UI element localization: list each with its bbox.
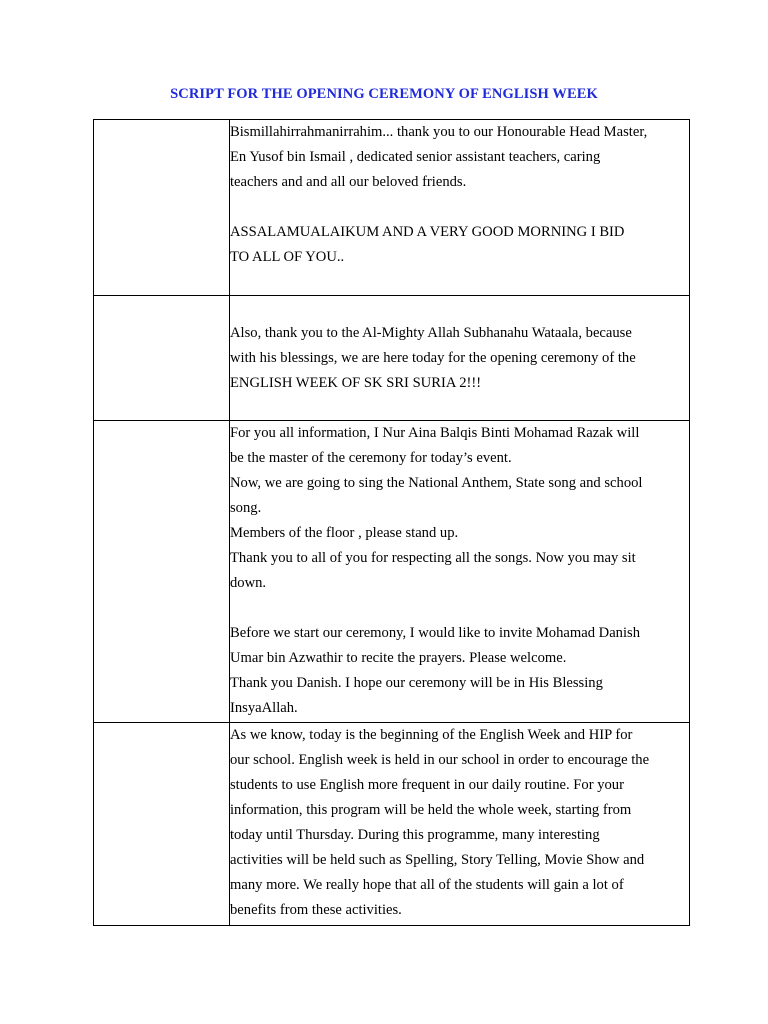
script-table xyxy=(93,119,690,926)
page-title: SCRIPT FOR THE OPENING CEREMONY OF ENGLISH WEEK xyxy=(170,86,598,102)
script-line: Bismillahirrahmanirrahim... thank you to our Honourable Head Master, xyxy=(230,124,648,140)
script-line: ENGLISH WEEK OF SK SRI SURIA 2!!! xyxy=(230,375,482,391)
script-text-cell xyxy=(230,723,690,926)
script-text-cell xyxy=(230,120,690,296)
table-row xyxy=(94,296,690,421)
script-line: with his blessings, we are here today for the opening ceremony of the xyxy=(230,350,636,366)
script-line: many more. We really hope that all of the students will gain a lot of xyxy=(230,877,624,893)
script-text-cell xyxy=(230,296,690,421)
script-line: information, this program will be held the whole week, starting from xyxy=(230,802,632,818)
script-line: Thank you to all of you for respecting all the songs. Now you may sit xyxy=(230,550,636,566)
script-line: Also, thank you to the Al-Mighty Allah Subhanahu Wataala, because xyxy=(230,325,632,341)
script-line: En Yusof bin Ismail , dedicated senior assistant teachers, caring xyxy=(230,149,601,165)
script-line: TO ALL OF YOU.. xyxy=(230,249,345,265)
script-line: today until Thursday. During this programme, many interesting xyxy=(230,827,600,843)
script-line: InsyaAllah. xyxy=(230,700,298,716)
script-line: activities will be held such as Spelling, Story Telling, Movie Show and xyxy=(230,852,645,868)
script-line: song. xyxy=(230,500,262,516)
blank-line xyxy=(230,596,689,621)
script-line: be the master of the ceremony for today’s event. xyxy=(230,450,512,466)
script-line: teachers and and all our beloved friends. xyxy=(230,174,467,190)
blank-line xyxy=(230,195,689,220)
speaker-cell xyxy=(94,120,230,296)
speaker-cell xyxy=(94,421,230,723)
script-line: students to use English more frequent in our daily routine. For your xyxy=(230,777,624,793)
script-line: As we know, today is the beginning of the English Week and HIP for xyxy=(230,727,633,743)
script-line: our school. English week is held in our school in order to encourage the xyxy=(230,752,650,768)
script-line: benefits from these activities. xyxy=(230,902,402,918)
table-row xyxy=(94,120,690,296)
script-text-cell xyxy=(230,421,690,723)
speaker-cell xyxy=(94,296,230,421)
script-line: Now, we are going to sing the National Anthem, State song and school xyxy=(230,475,643,491)
script-line: Members of the floor , please stand up. xyxy=(230,525,459,541)
table-row xyxy=(94,421,690,723)
script-line: For you all information, I Nur Aina Balqis Binti Mohamad Razak will xyxy=(230,425,640,441)
blank-line xyxy=(230,296,689,321)
speaker-cell xyxy=(94,723,230,926)
table-row xyxy=(94,723,690,926)
script-line: Before we start our ceremony, I would like to invite Mohamad Danish xyxy=(230,625,640,641)
script-line: down. xyxy=(230,575,267,591)
script-line: Umar bin Azwathir to recite the prayers. Please welcome. xyxy=(230,650,567,666)
script-line: ASSALAMUALAIKUM AND A VERY GOOD MORNING I BID xyxy=(230,224,625,240)
script-line: Thank you Danish. I hope our ceremony will be in His Blessing xyxy=(230,675,603,691)
